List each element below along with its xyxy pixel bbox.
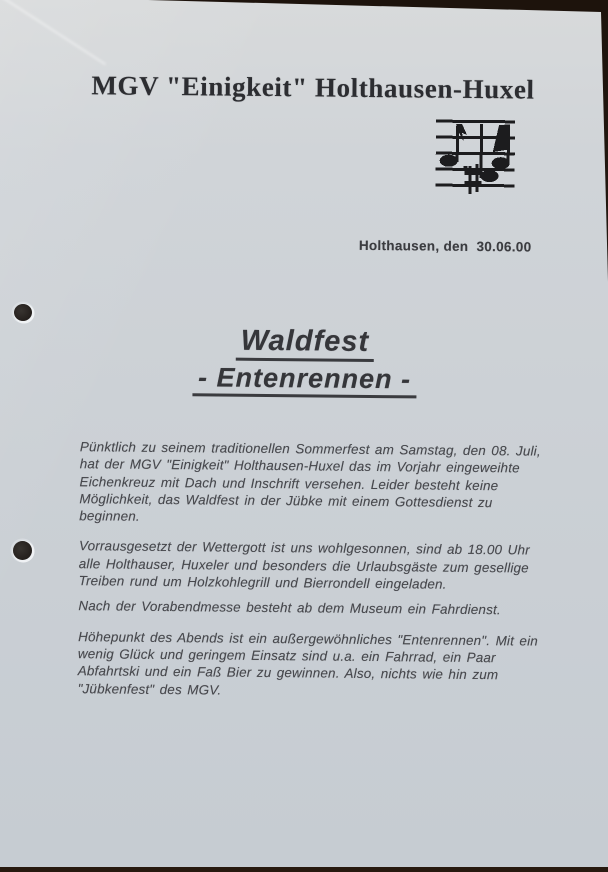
event-title: Waldfest [236,326,375,362]
event-heading-block [0,323,608,400]
org-name-heading: MGV "Einigkeit" Holthausen-Huxel [91,70,535,105]
letter-body [78,438,552,701]
music-notes-icon [430,116,519,201]
paragraph-2: Vorrausgesetzt der Wettergott ist uns wohlgesonnen, sind ab 18.00 Uhr alle Holthauser, Huxeler und besonders die Urlaubsgäste zum gesellige Treiben rund um Holzkohlegrill und Bierrondell eingeladen. [78,538,530,592]
dateline: Holthausen, den 30.06.00 [358,237,532,255]
paragraph-1: Pünktlich zu seinem traditionellen Sommerfest am Samstag, den 08. Juli, hat der MGV "Einigkeit" Holthausen-Huxel das im Vorjahr eingeweihte Eichenkreuz mit Dach und Inschrift versehen. Leider besteht keine Möglichkeit, das Waldfest in der Jübke mit einem Gottesdienst zu beginnen. [79,439,541,524]
paragraph-4: Höhepunkt des Abends ist ein außergewöhnliches "Entenrennen". Mit ein wenig Glück und geringem Einsatz sind u.a. ein Fahrrad, ein Paar Abfahrtski und ein Faß Bier zu gewinnen. Also, nichts wie hin zum "Jübkenfest" des MGV. [77,628,539,698]
punch-hole-top [14,304,32,321]
punch-hole-bottom [13,541,32,560]
event-subtitle: - Entenrennen - [193,363,416,398]
paragraph-3: Nach der Vorabendmesse besteht ab dem Museum ein Fahrdienst. [78,598,501,618]
